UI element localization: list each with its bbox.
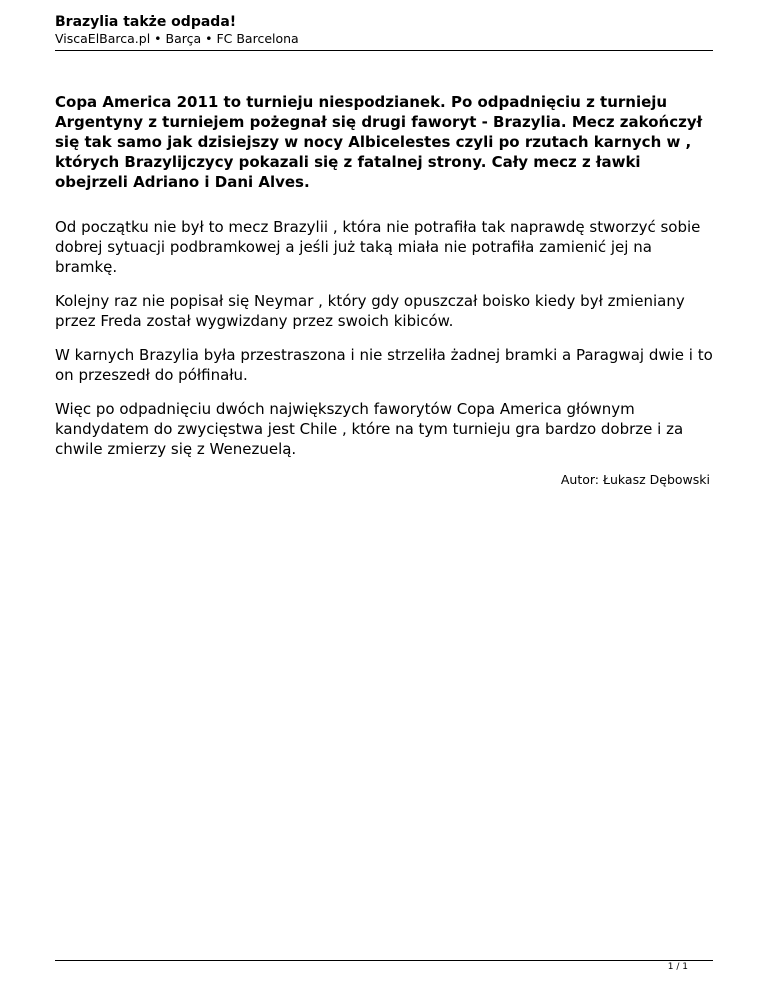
article-paragraph: Więc po odpadnięciu dwóch największych faworytów Copa America głównym kandydatem do zwycięstwa jest Chile , które na tym turnieju gra bardzo dobrze i za chwile zmierzy się z Wenezuelą. — [55, 400, 684, 458]
site-subtitle: ViscaElBarca.pl • Barça • FC Barcelona — [55, 31, 299, 46]
page-number: 1 / 1 — [667, 962, 688, 972]
header-divider — [55, 50, 713, 51]
article-author: Autor: Łukasz Dębowski — [560, 472, 710, 487]
footer-divider — [55, 960, 713, 961]
article-lead: Copa America 2011 to turnieju niespodzianek. Po odpadnięciu z turnieju Argentyny z turniejem pożegnał się drugi faworyt - Brazylia. Mecz zakończył się tak samo jak dzisiejszy w nocy Albicelestes czyli po rzutach karnych w , których Brazylijczycy pokazali się z fatalnej strony. Cały mecz z ławki obejrzeli Adriano i Dani Alves. — [55, 93, 703, 191]
article-body — [55, 217, 715, 473]
article-paragraph: Kolejny raz nie popisał się Neymar , który gdy opuszczał boisko kiedy był zmieniany przez Freda został wygwizdany przez swoich kibiców. — [55, 292, 685, 330]
article-paragraph: W karnych Brazylia była przestraszona i nie strzeliła żadnej bramki a Paragwaj dwie i to on przeszedł do półfinału. — [55, 346, 713, 384]
article-title: Brazylia także odpada! — [55, 14, 237, 30]
article-paragraph: Od początku nie był to mecz Brazylii , która nie potrafiła tak naprawdę stworzyć sobie dobrej sytuacji podbramkowej a jeśli już taką miała nie potrafiła zamienić jej na bramkę. — [55, 218, 701, 276]
page-header — [55, 14, 713, 47]
